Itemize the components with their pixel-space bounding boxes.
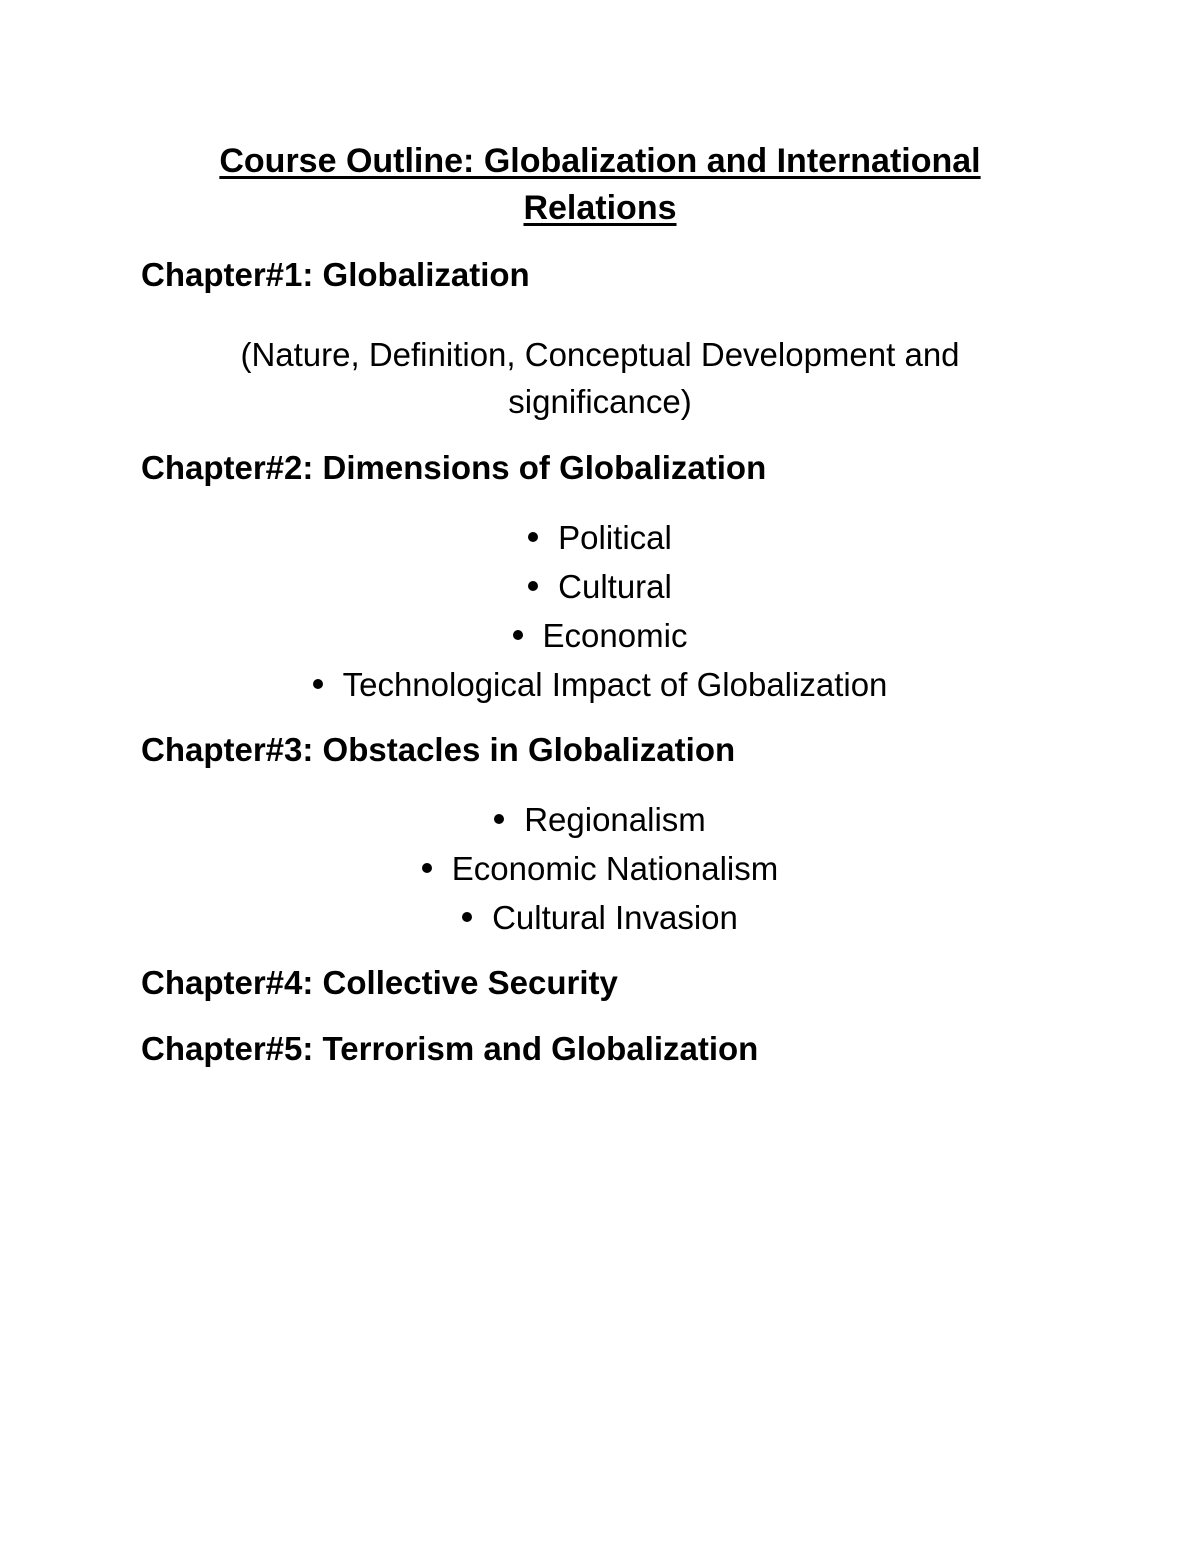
- chapter-5-heading: Chapter#5: Terrorism and Globalization: [141, 1030, 759, 1067]
- list-item-text: Regionalism: [524, 801, 706, 838]
- chapter-3-bullet-list: [0, 795, 1200, 942]
- list-item: [0, 660, 1200, 709]
- list-item-text: Cultural Invasion: [492, 899, 738, 936]
- list-item-text: Economic: [542, 617, 688, 654]
- list-item: [0, 513, 1200, 562]
- chapter-1-heading: Chapter#1: Globalization: [141, 256, 530, 293]
- bullet-icon: [422, 863, 432, 873]
- list-item-text: Technological Impact of Globalization: [342, 666, 888, 703]
- bullet-icon: [528, 581, 538, 591]
- bullet-icon: [513, 630, 523, 640]
- bullet-icon: [313, 679, 323, 689]
- bullet-icon: [462, 912, 472, 922]
- bullet-icon: [494, 814, 504, 824]
- list-item: [0, 893, 1200, 942]
- list-item: [0, 844, 1200, 893]
- chapter-1-description-line-2: significance): [508, 383, 692, 420]
- page-title: [140, 138, 1060, 232]
- chapter-4-heading: Chapter#4: Collective Security: [141, 964, 618, 1001]
- chapter-2-bullet-list: [0, 513, 1200, 709]
- list-item-text: Political: [558, 519, 672, 556]
- bullet-icon: [528, 532, 538, 542]
- chapter-3-heading: Chapter#3: Obstacles in Globalization: [141, 731, 736, 768]
- list-item: [0, 611, 1200, 660]
- list-item-text: Economic Nationalism: [451, 850, 779, 887]
- title-line-2: Relations: [523, 189, 677, 227]
- chapter-1-description-line-1: (Nature, Definition, Conceptual Development and: [240, 336, 960, 373]
- list-item: [0, 795, 1200, 844]
- chapter-1-description: [140, 331, 1060, 425]
- title-line-1: Course Outline: Globalization and International: [219, 142, 981, 180]
- list-item-text: Cultural: [558, 568, 672, 605]
- list-item: [0, 562, 1200, 611]
- chapter-2-heading: Chapter#2: Dimensions of Globalization: [141, 449, 767, 486]
